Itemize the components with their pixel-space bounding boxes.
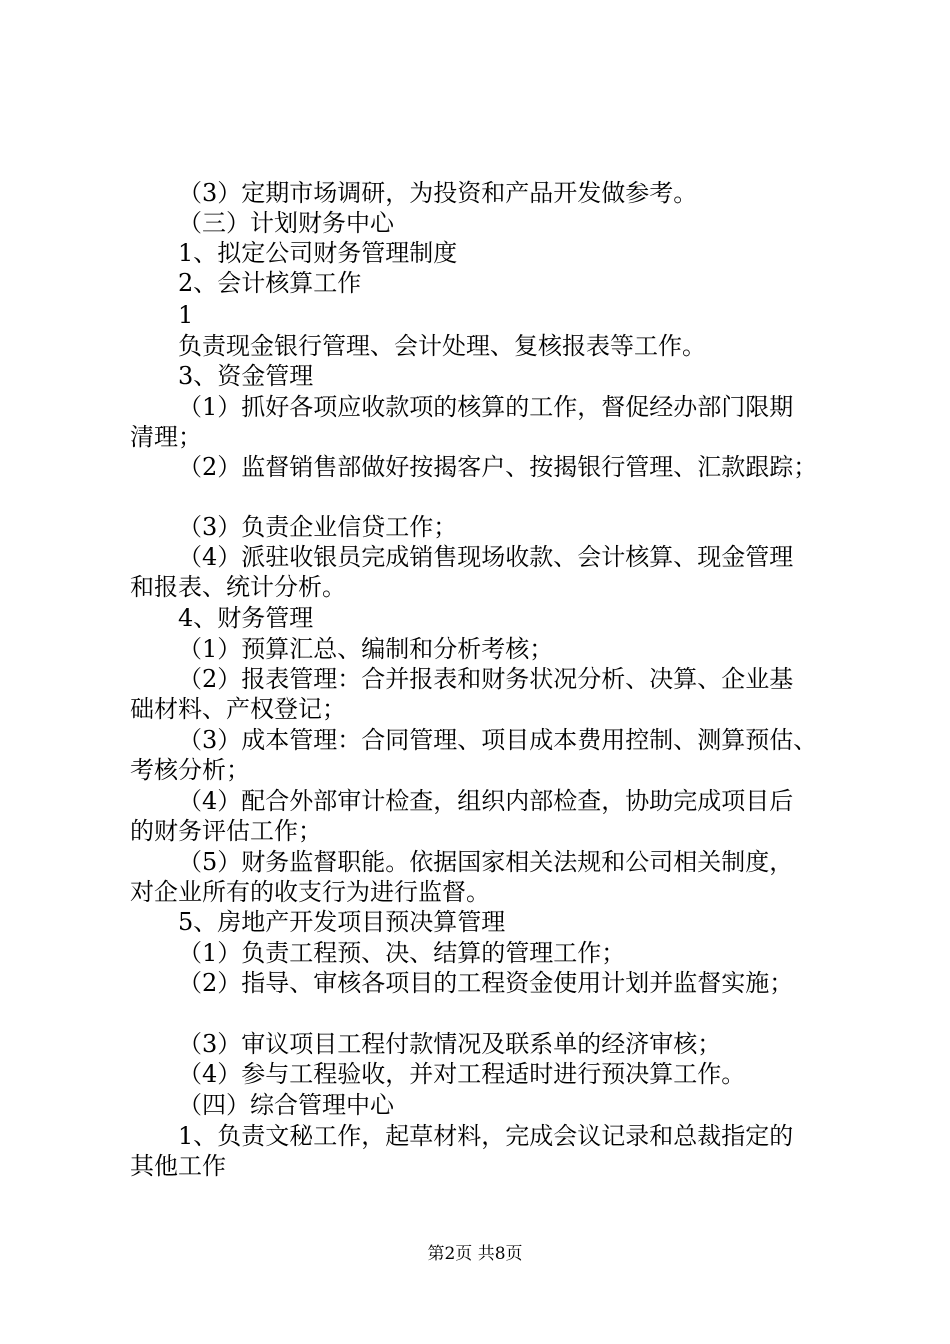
text-line: 其他工作 [130, 1152, 226, 1180]
text-line: （1）预算汇总、编制和分析考核； [178, 635, 554, 663]
text-line: 考核分析； [130, 756, 250, 784]
section-heading: （三）计划财务中心 [178, 209, 394, 237]
page-footer: 第2页 共8页 [427, 1244, 523, 1264]
text-line: （3）负责企业信贷工作； [178, 513, 458, 541]
text-line: 1、拟定公司财务管理制度 [178, 239, 458, 267]
text-line: 1、负责文秘工作，起草材料，完成会议记录和总裁指定的 [178, 1122, 794, 1150]
text-line: 的财务评估工作； [130, 817, 322, 845]
text-line: 1 [178, 301, 194, 329]
text-line: 清理； [130, 423, 202, 451]
section-heading: （四）综合管理中心 [178, 1091, 394, 1119]
text-line: （5）财务监督职能。依据国家相关法规和公司相关制度， [178, 848, 794, 876]
text-line: （2）报表管理：合并报表和财务状况分析、决算、企业基 [178, 665, 794, 693]
text-line: 负责现金银行管理、会计处理、复核报表等工作。 [178, 332, 706, 360]
text-line: （4）参与工程验收，并对工程适时进行预决算工作。 [178, 1060, 746, 1088]
text-line: （2）指导、审核各项目的工程资金使用计划并监督实施； [178, 969, 794, 997]
text-line: （2）监督销售部做好按揭客户、按揭银行管理、汇款跟踪； [178, 453, 818, 481]
text-line: （1）负责工程预、决、结算的管理工作； [178, 939, 626, 967]
text-line: 2、会计核算工作 [178, 269, 362, 297]
text-line: （3）成本管理：合同管理、项目成本费用控制、测算预估、 [178, 726, 818, 754]
text-line: 对企业所有的收支行为进行监督。 [130, 878, 490, 906]
text-line: （3）审议项目工程付款情况及联系单的经济审核； [178, 1030, 722, 1058]
text-line: （4）配合外部审计检查，组织内部检查，协助完成项目后 [178, 787, 794, 815]
text-line: （3）定期市场调研，为投资和产品开发做参考。 [178, 179, 698, 207]
text-line: （1）抓好各项应收款项的核算的工作，督促经办部门限期 [178, 393, 794, 421]
text-line: 4、财务管理 [178, 604, 314, 632]
text-line: 3、资金管理 [178, 362, 314, 390]
text-line: （4）派驻收银员完成销售现场收款、会计核算、现金管理 [178, 543, 794, 571]
text-line: 础材料、产权登记； [130, 695, 346, 723]
text-line: 和报表、统计分析。 [130, 573, 346, 601]
text-line: 5、房地产开发项目预决算管理 [178, 908, 506, 936]
